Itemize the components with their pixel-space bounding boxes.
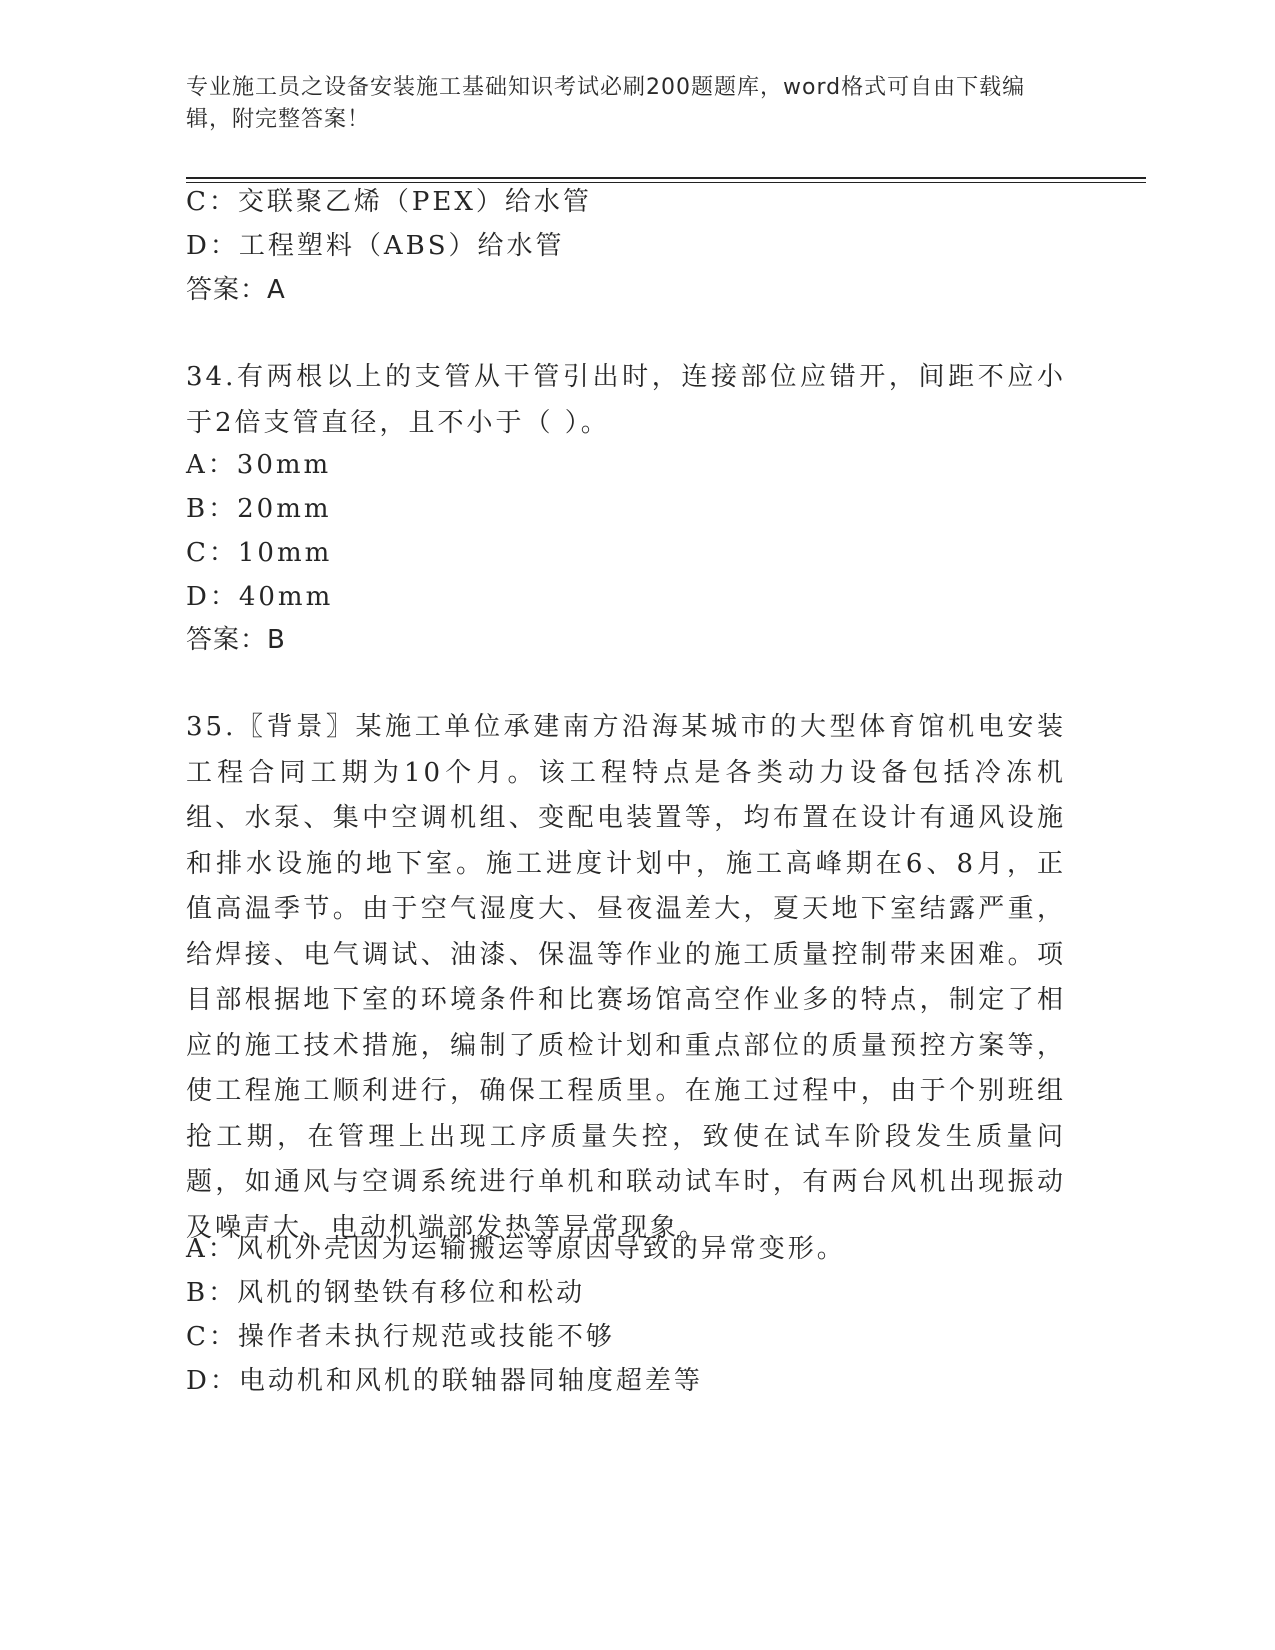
question-34-stem: 34.有两根以上的支管从干管引出时，连接部位应错开，间距不应小于2倍支管直径，且不小于（ ）。: [186, 362, 1066, 438]
prev-question-option-c: C：交联聚乙烯（PEX）给水管: [186, 187, 592, 217]
question-35-option-a: A：风机外壳因为运输搬运等原因导致的异常变形。: [186, 1234, 846, 1264]
document-header-title: 专业施工员之设备安装施工基础知识考试必刷200题题库，word格式可自由下载编辑，附完整答案！: [186, 75, 1026, 132]
prev-question-answer: 答案：A: [186, 275, 286, 305]
header-divider-thick: [186, 177, 1146, 179]
question-35-option-d: D：电动机和风机的联轴器同轴度超差等: [186, 1366, 703, 1396]
question-34-option-b: B：20mm: [186, 494, 332, 524]
question-34-option-d: D：40mm: [186, 582, 334, 612]
question-34-option-c: C：10mm: [186, 538, 333, 568]
question-34-answer: 答案：B: [186, 625, 286, 655]
question-35-stem: 35.〖背景〗某施工单位承建南方沿海某城市的大型体育馆机电安装工程合同工期为10个月。该工程特点是各类动力设备包括冷冻机组、水泵、集中空调机组、变配电装置等，均布置在设计有通风设施和排水设施的地下室。施工进度计划中，施工高峰期在6、8月，正值高温季节。由于空气湿度大、昼夜温差大，夏天地下室结露严重，给焊接、电气调试、油漆、保温等作业的施工质量控制带来困难。项目部根据地下室的环境条件和比赛场馆高空作业多的特点，制定了相应的施工技术措施，编制了质检计划和重点部位的质量预控方案等，使工程施工顺利进行，确保工程质里。在施工过程中，由于个别班组抢工期，在管理上出现工序质量失控，致使在试车阶段发生质量问题，如通风与空调系统进行单机和联动试车时，有两台风机出现振动及噪声大、电动机端部发热等异常现象。: [186, 712, 1066, 1243]
prev-question-option-d: D：工程塑料（ABS）给水管: [186, 231, 565, 261]
question-35-option-b: B：风机的钢垫铁有移位和松动: [186, 1278, 586, 1308]
question-34-option-a: A：30mm: [186, 450, 332, 480]
question-35-option-c: C：操作者未执行规范或技能不够: [186, 1322, 615, 1352]
